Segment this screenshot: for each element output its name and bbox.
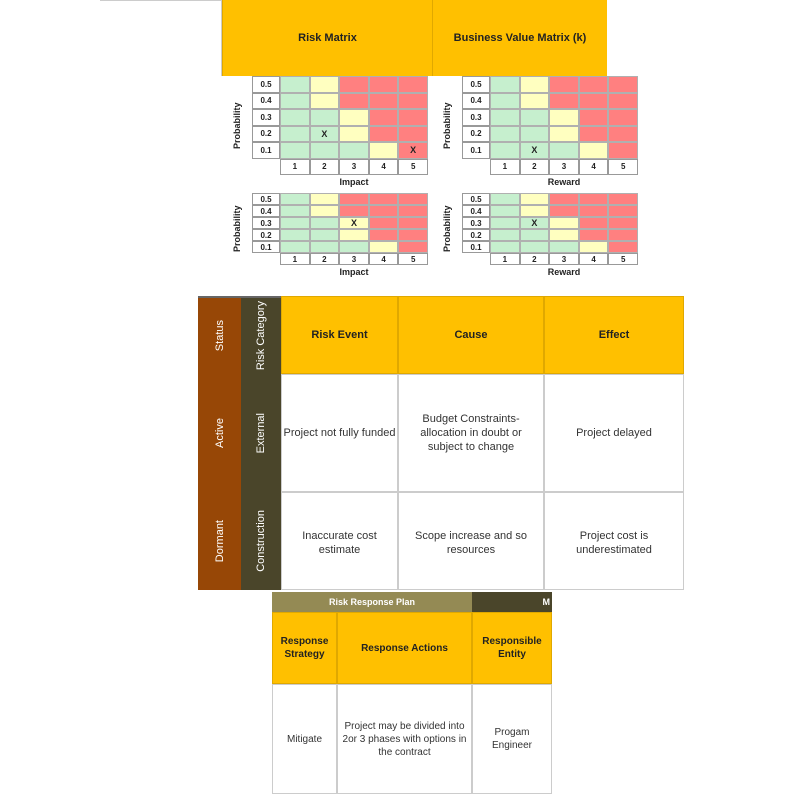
- cause-header: Cause: [398, 296, 544, 374]
- axis-title: Reward: [547, 267, 581, 277]
- matrix-cell: [579, 229, 609, 241]
- matrix-cell: [549, 142, 579, 159]
- matrix-cell: [608, 205, 638, 217]
- probability-level: 0.2: [462, 126, 490, 143]
- axis-number: 3: [549, 253, 579, 265]
- probability-level: 0.5: [252, 76, 280, 93]
- probability-axis-label: Probability: [232, 205, 242, 253]
- matrix-cell: [369, 217, 399, 229]
- axis-number: 3: [549, 159, 579, 176]
- matrix-cell: [549, 193, 579, 205]
- matrix-cell: [490, 193, 520, 205]
- matrix-cell: [369, 241, 399, 253]
- matrix-cell: [280, 229, 310, 241]
- matrix-cell: [549, 126, 579, 143]
- matrix-cell: [490, 205, 520, 217]
- matrix-cell: [369, 126, 399, 143]
- risk-category-header: Risk Category: [241, 296, 281, 374]
- risk-register: [198, 292, 684, 590]
- matrix-cell: [280, 241, 310, 253]
- axis-number: 1: [280, 253, 310, 265]
- actions-cell: Project may be divided into 2or 3 phases with options in the contract: [337, 684, 472, 794]
- matrix-cell: [490, 142, 520, 159]
- matrix-cell: [310, 93, 340, 110]
- matrix-cell: [608, 76, 638, 93]
- matrix-cell: [608, 109, 638, 126]
- matrix-cell: [549, 76, 579, 93]
- axis-number: 5: [398, 159, 428, 176]
- risk-marker: X: [520, 217, 550, 229]
- category-cell: External: [241, 374, 281, 492]
- matrix-cell: [608, 142, 638, 159]
- matrix-cell: [339, 76, 369, 93]
- matrix-cell: [280, 76, 310, 93]
- probability-level: 0.5: [462, 193, 490, 205]
- matrix-cell: [579, 217, 609, 229]
- probability-level: 0.2: [252, 229, 280, 241]
- matrix-cell: [490, 76, 520, 93]
- matrix-cell: [398, 126, 428, 143]
- matrix-cell: [398, 217, 428, 229]
- matrix-cell: [398, 109, 428, 126]
- matrix-cell: [549, 109, 579, 126]
- risk-matrix-title: Risk Matrix: [222, 0, 432, 76]
- axis-number: 3: [339, 159, 369, 176]
- risk-marker: X: [310, 126, 340, 143]
- risk-event-header: Risk Event: [281, 296, 398, 374]
- matrix-cell: [310, 109, 340, 126]
- strategy-cell: Mitigate: [272, 684, 337, 794]
- matrix-cell: [280, 205, 310, 217]
- matrix-cell: [520, 229, 550, 241]
- axis-number: 2: [520, 253, 550, 265]
- matrix-cell: [490, 109, 520, 126]
- matrix-cell: [398, 241, 428, 253]
- status-cell: Active: [198, 374, 241, 492]
- matrix-cell: [369, 109, 399, 126]
- probability-axis-label: Probability: [442, 205, 452, 253]
- matrix-cell: [549, 205, 579, 217]
- entity-cell: Progam Engineer: [472, 684, 552, 794]
- value-matrix-title: Business Value Matrix (k): [432, 0, 607, 76]
- axis-number: 4: [579, 159, 609, 176]
- axis-title: Impact: [339, 177, 369, 187]
- axis-number: 1: [280, 159, 310, 176]
- matrix-cell: [398, 193, 428, 205]
- axis-number: 3: [339, 253, 369, 265]
- matrix-cell: [310, 217, 340, 229]
- axis-number: 4: [369, 253, 399, 265]
- probability-level: 0.5: [462, 76, 490, 93]
- matrix-cell: [608, 126, 638, 143]
- matrix-cell: [490, 229, 520, 241]
- matrix-cell: [310, 142, 340, 159]
- matrix-cell: [339, 229, 369, 241]
- axis-number: 5: [608, 159, 638, 176]
- matrix-cell: [608, 217, 638, 229]
- probability-level: 0.1: [462, 241, 490, 253]
- matrix-cell: [339, 93, 369, 110]
- matrix-cell: [579, 241, 609, 253]
- matrix-cell: [339, 142, 369, 159]
- effect-header: Effect: [544, 296, 684, 374]
- response-plan-band: Risk Response Plan: [272, 592, 472, 612]
- risk-marker: X: [339, 217, 369, 229]
- axis-title: Impact: [339, 267, 369, 277]
- matrix-cell: [280, 142, 310, 159]
- matrix-cell: [369, 142, 399, 159]
- probability-level: 0.3: [252, 217, 280, 229]
- probability-level: 0.4: [462, 93, 490, 110]
- risk-response-plan: [272, 590, 552, 800]
- probability-level: 0.3: [252, 109, 280, 126]
- matrix-cell: [520, 76, 550, 93]
- matrix-cell: [490, 217, 520, 229]
- blank-corner: [100, 0, 222, 76]
- probability-level: 0.1: [252, 142, 280, 159]
- probability-level: 0.4: [462, 205, 490, 217]
- matrix-cell: [608, 241, 638, 253]
- probability-level: 0.3: [462, 109, 490, 126]
- axis-number: 2: [520, 159, 550, 176]
- effect-cell: Project delayed: [544, 374, 684, 492]
- axis-number: 1: [490, 159, 520, 176]
- matrix-cell: [549, 217, 579, 229]
- responsible-entity-header: Responsible Entity: [472, 612, 552, 684]
- matrix-cell: [579, 205, 609, 217]
- axis-title: Reward: [547, 177, 581, 187]
- probability-axis-label: Probability: [442, 102, 452, 149]
- cause-cell: Budget Constraints- allocation in doubt or subject to change: [398, 374, 544, 492]
- probability-axis-label: Probability: [232, 102, 242, 149]
- matrix-cell: [490, 93, 520, 110]
- probability-level: 0.3: [462, 217, 490, 229]
- probability-level: 0.5: [252, 193, 280, 205]
- matrix-cell: [280, 126, 310, 143]
- matrix-cell: [579, 193, 609, 205]
- matrix-cell: [549, 229, 579, 241]
- matrix-cell: [520, 126, 550, 143]
- matrix-cell: [280, 193, 310, 205]
- matrix-cell: [369, 205, 399, 217]
- matrix-cell: [520, 205, 550, 217]
- axis-number: 4: [579, 253, 609, 265]
- matrix-cell: [339, 205, 369, 217]
- matrix-cell: [608, 193, 638, 205]
- matrix-cell: [280, 217, 310, 229]
- matrix-cell: [339, 193, 369, 205]
- matrix-cell: [549, 241, 579, 253]
- matrix-cell: [579, 76, 609, 93]
- matrix-cell: [579, 142, 609, 159]
- matrix-cell: [398, 229, 428, 241]
- matrix-cell: [369, 93, 399, 110]
- risk-marker: X: [398, 142, 428, 159]
- matrix-cell: [369, 229, 399, 241]
- risk-event-cell: Inaccurate cost estimate: [281, 492, 398, 590]
- probability-level: 0.2: [252, 126, 280, 143]
- matrix-cell: [579, 126, 609, 143]
- probability-level: 0.4: [252, 93, 280, 110]
- matrix-cell: [339, 241, 369, 253]
- matrix-cell: [398, 93, 428, 110]
- matrix-cell: [310, 229, 340, 241]
- matrix-cell: [398, 205, 428, 217]
- status-header: Status: [198, 296, 241, 374]
- matrix-cell: [369, 76, 399, 93]
- matrix-cell: [310, 205, 340, 217]
- matrix-cell: [339, 126, 369, 143]
- matrix-cell: [310, 76, 340, 93]
- category-cell: Construction: [241, 492, 281, 590]
- status-cell: Dormant: [198, 492, 241, 590]
- probability-level: 0.2: [462, 229, 490, 241]
- axis-number: 2: [310, 253, 340, 265]
- matrix-cell: [520, 109, 550, 126]
- matrix-cell: [339, 109, 369, 126]
- axis-number: 1: [490, 253, 520, 265]
- risk-event-cell: Project not fully funded: [281, 374, 398, 492]
- matrix-cell: [520, 93, 550, 110]
- matrix-cell: [369, 193, 399, 205]
- response-strategy-header: Response Strategy: [272, 612, 337, 684]
- matrix-cell: [280, 93, 310, 110]
- matrix-cell: [549, 93, 579, 110]
- monitoring-band: M: [472, 592, 552, 612]
- matrix-cell: [520, 193, 550, 205]
- probability-level: 0.1: [462, 142, 490, 159]
- risk-marker: X: [520, 142, 550, 159]
- matrix-cell: [608, 229, 638, 241]
- matrix-cell: [490, 241, 520, 253]
- probability-level: 0.4: [252, 205, 280, 217]
- axis-number: 5: [398, 253, 428, 265]
- matrix-cell: [579, 109, 609, 126]
- axis-number: 5: [608, 253, 638, 265]
- matrix-cell: [520, 241, 550, 253]
- effect-cell: Project cost is underestimated: [544, 492, 684, 590]
- matrix-cell: [398, 76, 428, 93]
- axis-number: 4: [369, 159, 399, 176]
- matrix-cell: [579, 93, 609, 110]
- matrix-section: [100, 0, 626, 295]
- response-actions-header: Response Actions: [337, 612, 472, 684]
- matrix-cell: [310, 193, 340, 205]
- matrix-cell: [608, 93, 638, 110]
- probability-level: 0.1: [252, 241, 280, 253]
- matrix-cell: [490, 126, 520, 143]
- cause-cell: Scope increase and so resources: [398, 492, 544, 590]
- axis-number: 2: [310, 159, 340, 176]
- matrix-cell: [280, 109, 310, 126]
- matrix-cell: [310, 241, 340, 253]
